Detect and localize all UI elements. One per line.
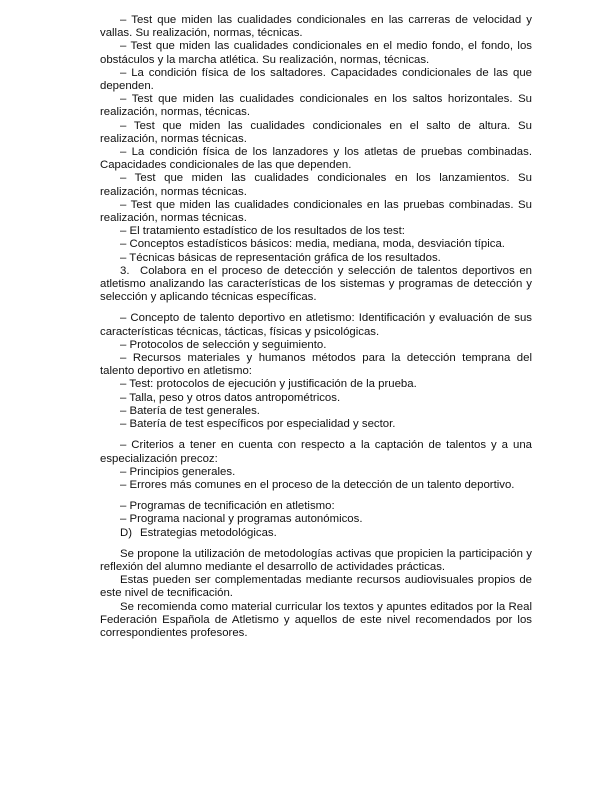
test-item: – Test que miden las cualidades condicionales en el medio fondo, el fondo, los obstáculos y la marcha atlética. Su realización, normas, técnicas. <box>100 40 532 66</box>
criterion-3 <box>100 265 532 305</box>
test-list <box>100 14 532 238</box>
list-item: – Test: protocolos de ejecución y justificación de la prueba. <box>120 378 417 391</box>
section-letter: D) <box>120 526 133 539</box>
list-item: – Programa nacional y programas autonómicos. <box>120 513 363 526</box>
criterion-text: Colabora en el proceso de detección y selección de talentos deportivos en atletismo analizando las características de los sistemas y programas de detección y selección y aplicando técnicas específicas. <box>100 264 532 304</box>
closing-paragraph: Se propone la utilización de metodologías activas que propicien la participación y reflexión del alumno mediante el desarrollo de actividades prácticas. <box>100 547 532 573</box>
test-item: – Test que miden las cualidades condicionales en las pruebas combinadas. Su realización, normas técnicas. <box>100 198 532 225</box>
test-item: – La condición física de los saltadores. Capacidades condicionales de las que dependen. <box>100 66 532 93</box>
talent-item: – Protocolos de selección y seguimiento. <box>120 338 327 351</box>
test-item: – La condición física de los lanzadores y los atletas de pruebas combinadas. Capacidades condicionales de las que dependen. <box>100 146 532 172</box>
talent-item: – Concepto de talento deportivo en atletismo: Identificación y evaluación de sus características técnicas, tácticas, físicas y psicológicas. <box>100 312 532 338</box>
list-item: – Conceptos estadísticos básicos: media, mediana, moda, desviación típica. <box>120 238 505 251</box>
section-title: Estrategias metodológicas. <box>140 526 277 539</box>
list-item: – Principios generales. <box>120 465 236 478</box>
list-item: – Técnicas básicas de representación gráfica de los resultados. <box>120 251 441 264</box>
test-item: – Test que miden las cualidades condicionales en los saltos horizontales. Su realización, normas, técnicas. <box>100 93 532 119</box>
list-item: – Batería de test generales. <box>120 404 260 417</box>
criteria-list <box>100 466 532 492</box>
test-item: – Test que miden las cualidades condicionales en el salto de altura. Su realización, normas técnicas. <box>100 119 532 145</box>
closing-paragraph: Estas pueden ser complementadas mediante recursos audiovisuales propios de este nivel de tecnificación. <box>100 574 532 600</box>
list-item: – Errores más comunes en el proceso de la detección de un talento deportivo. <box>120 478 515 491</box>
closing-paragraph: Se recomienda como material curricular los textos y apuntes editados por la Real Federación Española de Atletismo y aquellos de este nivel recomendados por los correspondientes profesores. <box>100 600 532 639</box>
test-item: – Test que miden las cualidades condicionales en los lanzamientos. Su realización, normas técnicas. <box>100 172 532 198</box>
programs-list <box>100 513 532 526</box>
document-page <box>100 14 532 640</box>
programs-intro: – Programas de tecnificación en atletismo: <box>120 500 335 513</box>
criterion-number: 3. <box>120 264 130 277</box>
test-item: – Test que miden las cualidades condicionales en las carreras de velocidad y vallas. Su realización, normas, técnicas. <box>100 14 532 40</box>
test-item: – El tratamiento estadístico de los resultados de los test: <box>120 225 405 238</box>
talent-section <box>100 312 532 378</box>
list-item: – Talla, peso y otros datos antropométricos. <box>120 391 341 404</box>
criteria-intro: – Criterios a tener en cuenta con respecto a la captación de talentos y a una especialización precoz: <box>100 439 532 465</box>
list-item: – Batería de test específicos por especialidad y sector. <box>120 418 396 431</box>
tests-list <box>100 378 532 431</box>
statistics-list <box>100 238 532 264</box>
section-d-heading <box>100 527 532 540</box>
closing-section <box>100 548 532 640</box>
talent-item: – Recursos materiales y humanos métodos para la detección temprana del talento deportivo en atletismo: <box>100 352 532 378</box>
